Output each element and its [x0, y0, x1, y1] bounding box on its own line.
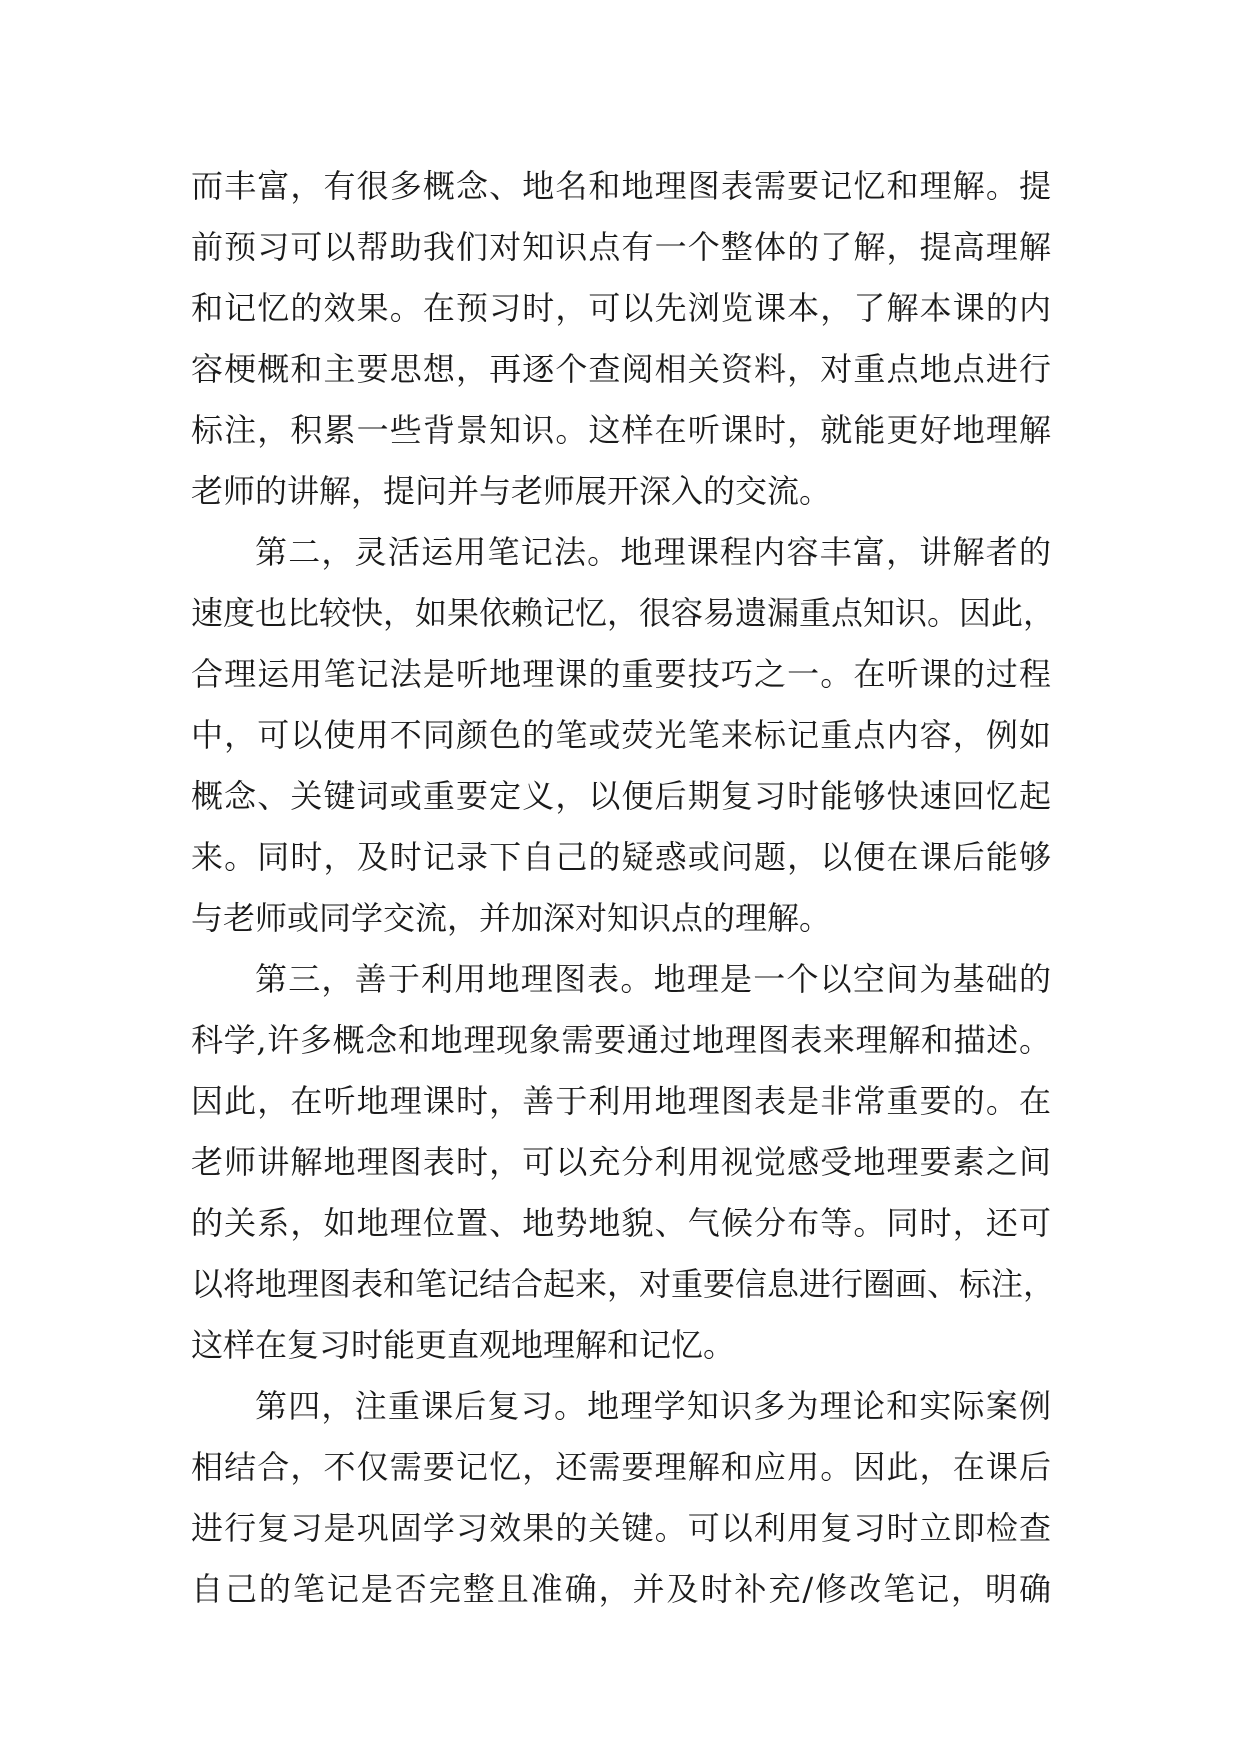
text-line: 容梗概和主要思想，再逐个查阅相关资料，对重点地点进行 — [191, 350, 1051, 388]
text-line: 科学,许多概念和地理现象需要通过地理图表来理解和描述。 — [191, 1021, 1051, 1059]
text-line: 因此，在听地理课时，善于利用地理图表是非常重要的。在 — [191, 1082, 1051, 1120]
paragraph — [191, 522, 1056, 949]
text-line: 中，可以使用不同颜色的笔或荧光笔来标记重点内容，例如 — [191, 716, 1051, 754]
text-line: 老师讲解地理图表时，可以充分利用视觉感受地理要素之间 — [191, 1143, 1051, 1181]
text-line: 标注，积累一些背景知识。这样在听课时，就能更好地理解 — [191, 411, 1051, 449]
text-line: 进行复习是巩固学习效果的关键。可以利用复习时立即检查 — [191, 1509, 1051, 1547]
text-line: 这样在复习时能更直观地理解和记忆。 — [191, 1326, 736, 1364]
text-line: 的关系，如地理位置、地势地貌、气候分布等。同时，还可 — [191, 1204, 1051, 1242]
text-line: 而丰富，有很多概念、地名和地理图表需要记忆和理解。提 — [191, 167, 1051, 205]
paragraph — [191, 1376, 1051, 1620]
text-line: 以将地理图表和笔记结合起来，对重要信息进行圈画、标注， — [191, 1265, 1056, 1303]
text-line: 自己的笔记是否完整且准确，并及时补充/修改笔记，明确 — [191, 1570, 1051, 1608]
text-line: 合理运用笔记法是听地理课的重要技巧之一。在听课的过程 — [191, 655, 1051, 693]
text-line: 相结合，不仅需要记忆，还需要理解和应用。因此，在课后 — [191, 1448, 1051, 1486]
document-body — [191, 156, 1056, 1620]
text-line: 来。同时，及时记录下自己的疑惑或问题，以便在课后能够 — [191, 838, 1051, 876]
paragraph — [191, 949, 1056, 1376]
text-line: 第二，灵活运用笔记法。地理课程内容丰富，讲解者的 — [255, 533, 1051, 571]
text-line: 概念、关键词或重要定义，以便后期复习时能够快速回忆起 — [191, 777, 1051, 815]
text-line: 老师的讲解，提问并与老师展开深入的交流。 — [191, 472, 832, 510]
text-line: 速度也比较快，如果依赖记忆，很容易遗漏重点知识。因此， — [191, 594, 1056, 632]
text-line: 与老师或同学交流，并加深对知识点的理解。 — [191, 899, 832, 937]
paragraph — [191, 156, 1051, 522]
text-line: 第四，注重课后复习。地理学知识多为理论和实际案例 — [255, 1387, 1051, 1425]
text-line: 第三，善于利用地理图表。地理是一个以空间为基础的 — [255, 960, 1051, 998]
text-line: 和记忆的效果。在预习时，可以先浏览课本，了解本课的内 — [191, 289, 1051, 327]
text-line: 前预习可以帮助我们对知识点有一个整体的了解，提高理解 — [191, 228, 1051, 266]
